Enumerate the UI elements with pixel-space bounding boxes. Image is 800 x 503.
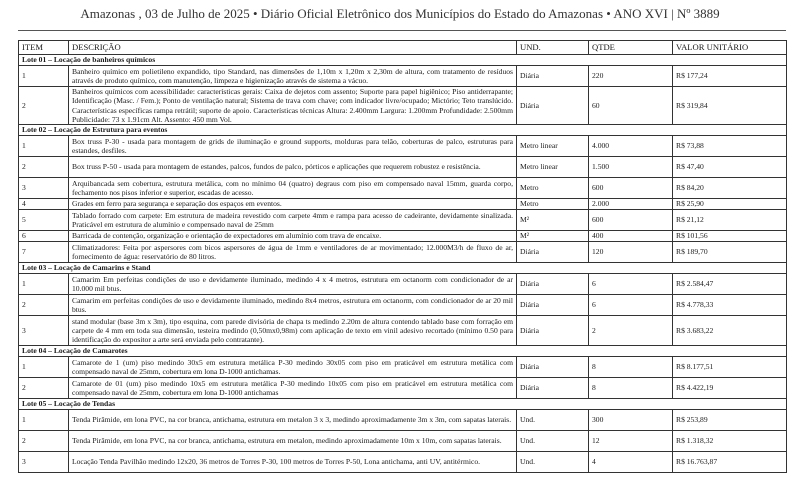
lote-title: Lote 05 – Locação de Tendas: [19, 399, 787, 410]
und-cell: Metro linear: [517, 157, 589, 178]
item-cell: 1: [19, 136, 69, 157]
item-cell: 5: [19, 210, 69, 231]
valor-cell: R$ 47,40: [673, 157, 787, 178]
valor-cell: R$ 73,88: [673, 136, 787, 157]
desc-cell: Climatizadores: Feita por aspersores com bicos aspersores de água de 1mm e ventiladores de ar movimentado; 12.000M3/h de fluxo de ar, fornecimento de água: reservatório de 80 litros.: [69, 242, 517, 263]
valor-cell: R$ 21,12: [673, 210, 787, 231]
table-row: [19, 136, 787, 157]
col-und: UND.: [517, 41, 589, 55]
desc-cell: Grades em ferro para segurança e separação dos espaços em eventos.: [69, 199, 517, 210]
valor-cell: R$ 177,24: [673, 66, 787, 87]
und-cell: Diária: [517, 295, 589, 316]
qtde-cell: 2: [589, 316, 673, 346]
desc-cell: Box truss P-50 - usada para montagem de estandes, palcos, fundos de palco, pórticos e aplicações que requerem robustez e resistência.: [69, 157, 517, 178]
item-cell: 2: [19, 87, 69, 125]
lote-row: [19, 125, 787, 136]
item-cell: 1: [19, 274, 69, 295]
item-cell: 3: [19, 452, 69, 473]
und-cell: M²: [517, 210, 589, 231]
item-cell: 4: [19, 199, 69, 210]
qtde-cell: 1.500: [589, 157, 673, 178]
und-cell: Diária: [517, 357, 589, 378]
desc-cell: Barricada de contenção, organização e orientação de expectadores em alumínio com trava de encaixe.: [69, 231, 517, 242]
valor-cell: R$ 1.318,32: [673, 431, 787, 452]
header-rule: [18, 30, 786, 31]
desc-cell: Camarim em perfeitas condições de uso e devidamente iluminado, medindo 8x4 metros, estrutura em octanorm, com condicionador de ar 20 mil btus.: [69, 295, 517, 316]
desc-cell: Camarote de 01 (um) piso medindo 10x5 em estrutura metálica P-30 medindo 10x05 com piso em praticável em estrutura metálica com compensado naval de 25mm, cobertura em lona D-1000 antichamas: [69, 378, 517, 399]
desc-cell: Box truss P-30 - usada para montagem de grids de iluminação e ground supports, molduras para telão, coberturas de palco, estruturas para estandes, desfiles.: [69, 136, 517, 157]
valor-cell: R$ 189,70: [673, 242, 787, 263]
item-cell: 3: [19, 316, 69, 346]
table-row: [19, 242, 787, 263]
qtde-cell: 6: [589, 295, 673, 316]
col-descricao: DESCRIÇÃO: [69, 41, 517, 55]
desc-cell: Banheiro químico em polietileno expandido, tipo Standard, nas dimensões de 1,10m x 1,20m x 2,30m de altura, com tratamento de resíduos através de produto químico, com manutenção, limpeza e higienização através de sistema a vácuo.: [69, 66, 517, 87]
desc-cell: Locação Tenda Pavilhão medindo 12x20, 36 metros de Torres P-30, 100 metros de Torres P-50, Lona antichama, anti UV, antitérmico.: [69, 452, 517, 473]
desc-cell: Camarim Em perfeitas condições de uso e devidamente iluminado, medindo 4 x 4 metros, estrutura em octanorm com condicionador de ar 10.000 mil btus.: [69, 274, 517, 295]
lote-title: Lote 01 – Locação de banheiros químicos: [19, 55, 787, 66]
und-cell: Metro: [517, 178, 589, 199]
qtde-cell: 600: [589, 178, 673, 199]
lote-title: Lote 04 – Locação de Camarotes: [19, 346, 787, 357]
col-qtde: QTDE: [589, 41, 673, 55]
table-row: [19, 410, 787, 431]
table-row: [19, 357, 787, 378]
table-row: [19, 231, 787, 242]
qtde-cell: 12: [589, 431, 673, 452]
price-table: [18, 40, 787, 473]
table-row: [19, 157, 787, 178]
und-cell: Diária: [517, 378, 589, 399]
und-cell: Und.: [517, 452, 589, 473]
qtde-cell: 8: [589, 378, 673, 399]
table-row: [19, 199, 787, 210]
lote-title: Lote 03 – Locação de Camarins e Stand: [19, 263, 787, 274]
table-row: [19, 431, 787, 452]
qtde-cell: 4: [589, 452, 673, 473]
qtde-cell: 120: [589, 242, 673, 263]
item-cell: 3: [19, 178, 69, 199]
lote-row: [19, 55, 787, 66]
und-cell: Diária: [517, 274, 589, 295]
desc-cell: Banheiros químicos com acessibilidade: características gerais: Caixa de dejetos com assento; Suporte para papel higiênico; Piso antiderrapante; Identificação (Masc. / Fem.); Ponto de ventilação natural; Sistema de trava com chave; com indicador livre/ocupado; Mictório; Teto translúcido. Características específicas rampa retrátil; suporte de apoio. Características técnicas Altura: 2.400mm Largura: 1.200mm Profundidade: 2.500mm Publicidade: 73 x 1.91cm Alt. Assento: 450 mm Vol.: [69, 87, 517, 125]
qtde-cell: 300: [589, 410, 673, 431]
table-row: [19, 378, 787, 399]
und-cell: M²: [517, 231, 589, 242]
item-cell: 6: [19, 231, 69, 242]
und-cell: Metro linear: [517, 136, 589, 157]
item-cell: 2: [19, 378, 69, 399]
desc-cell: Arquibancada sem cobertura, estrutura metálica, com no mínimo 04 (quatro) degraus com piso em compensado naval 15mm, guarda corpo, fechamento nos pisos inferior e superior, escadas de acesso.: [69, 178, 517, 199]
und-cell: Diária: [517, 66, 589, 87]
lote-row: [19, 399, 787, 410]
lote-title: Lote 02 – Locação de Estrutura para eventos: [19, 125, 787, 136]
col-item: ITEM: [19, 41, 69, 55]
lote-row: [19, 346, 787, 357]
valor-cell: R$ 8.177,51: [673, 357, 787, 378]
qtde-cell: 6: [589, 274, 673, 295]
qtde-cell: 4.000: [589, 136, 673, 157]
item-cell: 7: [19, 242, 69, 263]
table-row: [19, 452, 787, 473]
valor-cell: R$ 4.778,33: [673, 295, 787, 316]
table-row: [19, 316, 787, 346]
qtde-cell: 600: [589, 210, 673, 231]
valor-cell: R$ 319,84: [673, 87, 787, 125]
col-valor: VALOR UNITÁRIO: [673, 41, 787, 55]
valor-cell: R$ 3.683,22: [673, 316, 787, 346]
table-row: [19, 178, 787, 199]
valor-cell: R$ 16.763,87: [673, 452, 787, 473]
valor-cell: R$ 2.584,47: [673, 274, 787, 295]
valor-cell: R$ 253,89: [673, 410, 787, 431]
desc-cell: Tenda Pirâmide, em lona PVC, na cor branca, antichama, estrutura em metalon, medindo aproximadamente 10m x 10m, com sapatas laterais.: [69, 431, 517, 452]
item-cell: 1: [19, 410, 69, 431]
valor-cell: R$ 101,56: [673, 231, 787, 242]
valor-cell: R$ 4.422,19: [673, 378, 787, 399]
item-cell: 1: [19, 357, 69, 378]
und-cell: Diária: [517, 87, 589, 125]
item-cell: 1: [19, 66, 69, 87]
desc-cell: Tenda Pirâmide, em lona PVC, na cor branca, antichama, estrutura em metalon 3 x 3, medindo aproximadamente 3m x 3m, com sapatas laterais.: [69, 410, 517, 431]
und-cell: Metro: [517, 199, 589, 210]
table-row: [19, 66, 787, 87]
und-cell: Und.: [517, 431, 589, 452]
table-row: [19, 274, 787, 295]
und-cell: Diária: [517, 242, 589, 263]
table-row: [19, 295, 787, 316]
qtde-cell: 400: [589, 231, 673, 242]
lote-row: [19, 263, 787, 274]
qtde-cell: 60: [589, 87, 673, 125]
page-header: Amazonas , 03 de Julho de 2025 • Diário Oficial Eletrônico dos Municípios do Estado do Amazonas • ANO XVI | Nº 3889: [80, 6, 720, 21]
desc-cell: stand modular (base 3m x 3m), tipo esquina, com parede divisória de chapa ts medindo 2.20m de altura contendo tablado base com forração em carpete de 4 mm em toda sua dimensão, testeira medindo (0,50mx0,98m) com aplicação de texto em vinil adesivo recortado (mínimo 0.50 para identificação do expositor a arte será enviada pelo contratante).: [69, 316, 517, 346]
und-cell: Und.: [517, 410, 589, 431]
qtde-cell: 2.000: [589, 199, 673, 210]
und-cell: Diária: [517, 316, 589, 346]
valor-cell: R$ 84,20: [673, 178, 787, 199]
item-cell: 2: [19, 431, 69, 452]
table-row: [19, 87, 787, 125]
item-cell: 2: [19, 295, 69, 316]
table-row: [19, 210, 787, 231]
item-cell: 2: [19, 157, 69, 178]
desc-cell: Camarote de 1 (um) piso medindo 30x5 em estrutura metálica P-30 medindo 30x05 com piso em praticável em estrutura metálica com compensado naval de 25mm, cobertura em lona D-1000 antichamas.: [69, 357, 517, 378]
desc-cell: Tablado forrado com carpete: Em estrutura de madeira revestido com carpete 4mm e rampa para acesso de cadeirante, devidamente sinalizada. Praticável em estrutura de alumínio e compensado naval de 25mm: [69, 210, 517, 231]
qtde-cell: 8: [589, 357, 673, 378]
valor-cell: R$ 25,90: [673, 199, 787, 210]
qtde-cell: 220: [589, 66, 673, 87]
table-header-row: [19, 41, 787, 55]
